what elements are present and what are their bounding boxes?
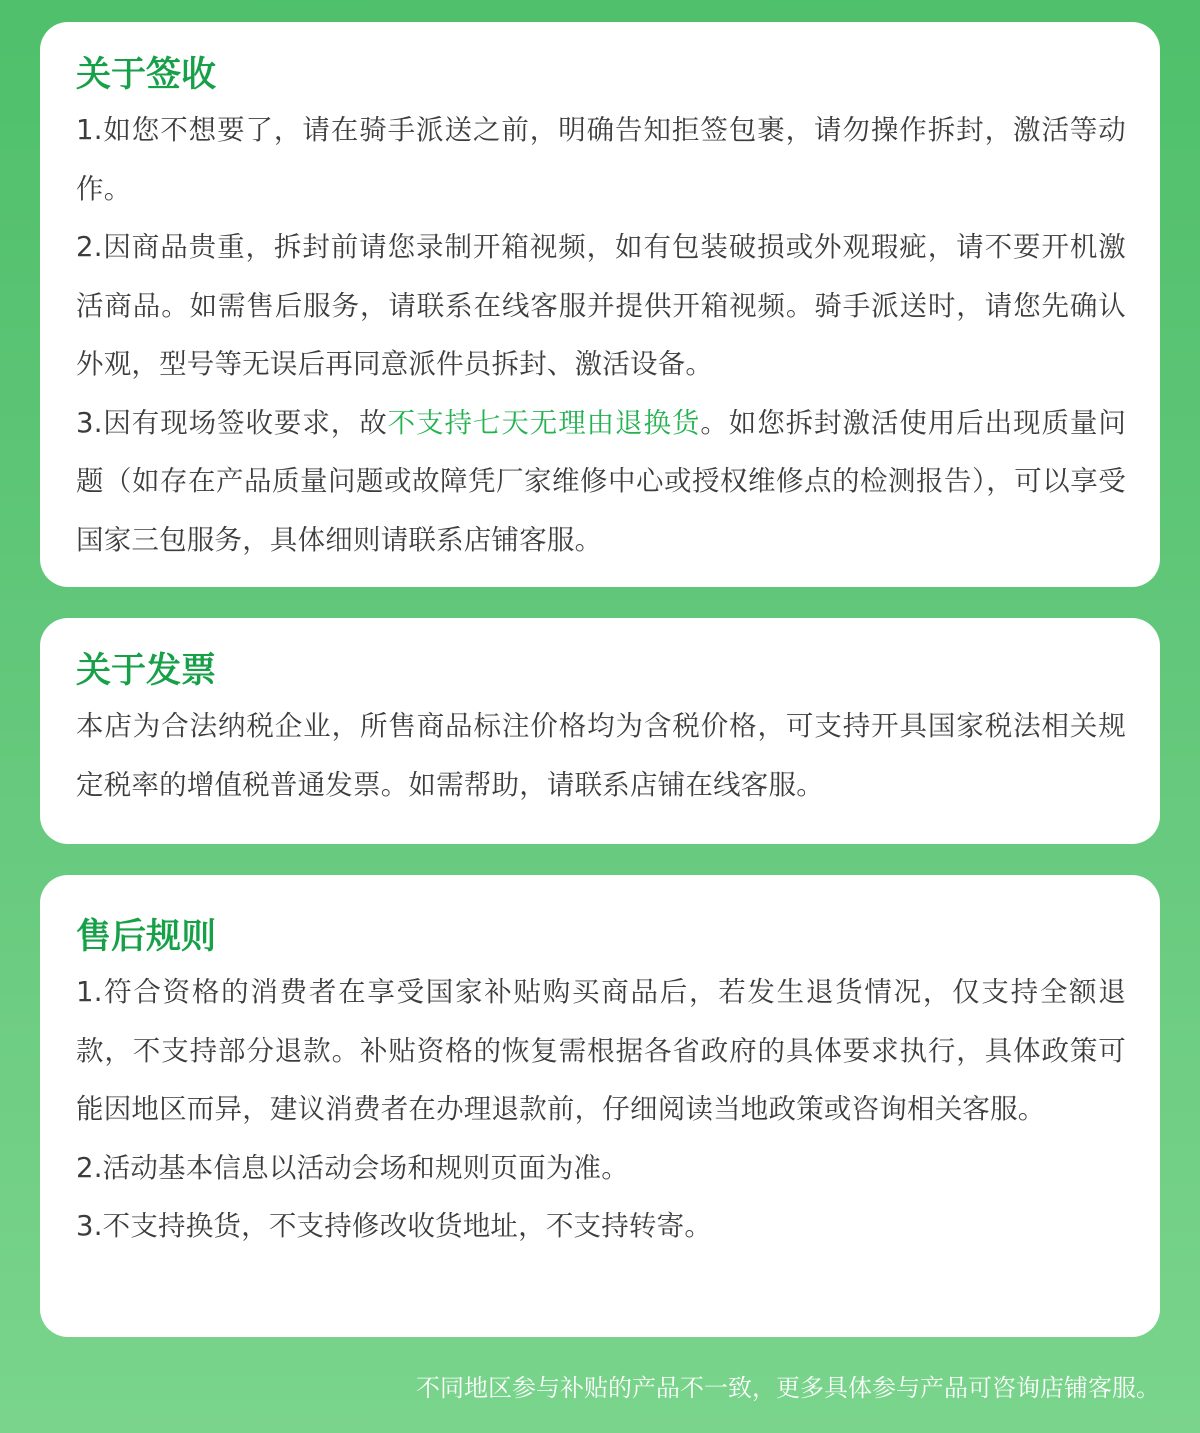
aftersales-rule-3: 3.不支持换货，不支持修改收货地址，不支持转寄。 (76, 1210, 713, 1242)
invoice-policy-title: 关于发票 (76, 651, 217, 691)
signing-policy-body (76, 101, 1126, 569)
aftersales-rules-title: 售后规则 (76, 917, 217, 957)
aftersales-rules-card (40, 875, 1160, 1337)
signing-policy-item-3-rest: 。如您拆封激活使用后出现质量问题（如存在产品质量问题或故障凭厂家维修中心或授权维修点的检测报告），可以享受国家三包服务，具体细则请联系店铺客服。 (76, 406, 1127, 556)
signing-policy-item-1: 1.如您不想要了，请在骑手派送之前，明确告知拒签包裹，请勿操作拆封，激活等动作。 (76, 114, 1126, 205)
signing-policy-item-3-lead: 3.因有现场签收要求，故 (76, 406, 388, 439)
signing-policy-title: 关于签收 (76, 55, 217, 95)
signing-policy-item-2: 2.因商品贵重，拆封前请您录制开箱视频，如有包装破损或外观瑕疵，请不要开机激活商品。如需售后服务，请联系在线客服并提供开箱视频。骑手派送时，请您先确认外观，型号等无误后再同意派件员拆封、激活设备。 (76, 231, 1126, 380)
aftersales-rule-1: 1.符合资格的消费者在享受国家补贴购买商品后，若发生退货情况，仅支持全额退款，不支持部分退款。补贴资格的恢复需根据各省政府的具体要求执行，具体政策可能因地区而异，建议消费者在办理退款前，仔细阅读当地政策或咨询相关客服。 (76, 976, 1126, 1125)
aftersales-rule-2: 2.活动基本信息以活动会场和规则页面为准。 (76, 1151, 629, 1184)
invoice-policy-card (40, 618, 1160, 844)
signing-policy-item-3 (76, 394, 1126, 570)
footer-note: 不同地区参与补贴的产品不一致，更多具体参与产品可咨询店铺客服。 (416, 1374, 1160, 1402)
invoice-policy-text: 本店为合法纳税企业，所售商品标注价格均为含税价格，可支持开具国家税法相关规定税率的增值税普通发票。如需帮助，请联系店铺在线客服。 (76, 710, 1126, 801)
invoice-policy-body (76, 697, 1126, 814)
signing-policy-card (40, 22, 1160, 587)
no-return-highlight: 不支持七天无理由退换货 (387, 406, 701, 439)
aftersales-rules-body (76, 963, 1126, 1256)
